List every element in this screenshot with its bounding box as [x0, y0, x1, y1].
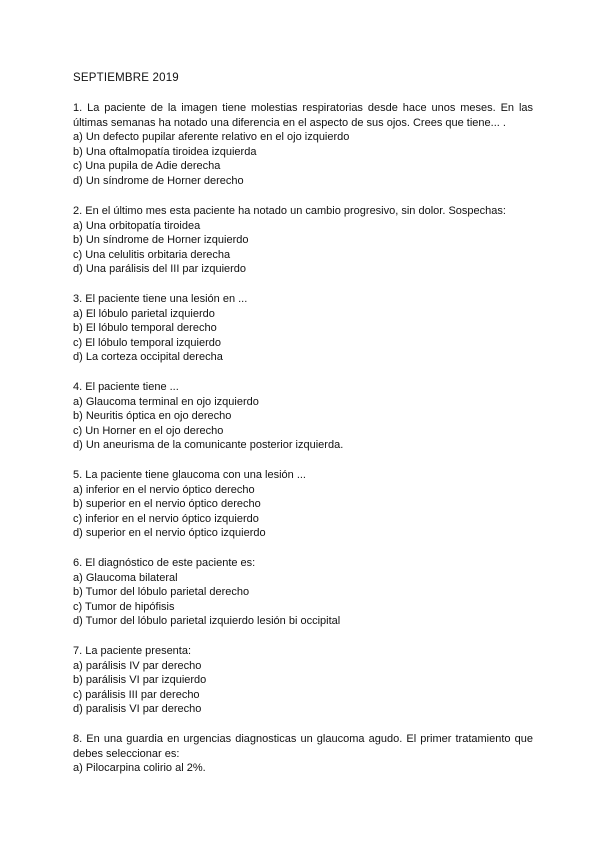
- option-a: a) Pilocarpina colirio al 2%.: [73, 762, 206, 775]
- option-c: c) Un Horner en el ojo derecho: [73, 424, 224, 437]
- option-b: b) Tumor del lóbulo parietal derecho: [73, 586, 250, 599]
- option-d: d) paralisis VI par derecho: [73, 703, 202, 716]
- question-2: [73, 204, 533, 277]
- question-stem: 1. La paciente de la imagen tiene molestias respiratorias desde hace unos meses. En las últimas semanas ha notado una diferencia en el aspecto de sus ojos. Crees que tiene... .: [73, 102, 533, 129]
- option-b: b) superior en el nervio óptico derecho: [73, 498, 261, 511]
- question-3: [73, 292, 533, 365]
- option-d: d) Una parálisis del III par izquierdo: [73, 263, 247, 276]
- option-a: a) Glaucoma bilateral: [73, 571, 178, 584]
- question-stem: 7. La paciente presenta:: [73, 645, 192, 657]
- option-b: b) Un síndrome de Horner izquierdo: [73, 234, 249, 247]
- option-c: c) El lóbulo temporal izquierdo: [73, 336, 221, 349]
- option-a: a) El lóbulo parietal izquierdo: [73, 307, 215, 320]
- question-stem: 3. El paciente tiene una lesión en ...: [73, 293, 248, 305]
- option-c: c) inferior en el nervio óptico izquierdo: [73, 512, 259, 525]
- question-5: [73, 468, 533, 541]
- option-b: b) El lóbulo temporal derecho: [73, 322, 217, 335]
- question-4: [73, 380, 533, 453]
- option-a: a) inferior en el nervio óptico derecho: [73, 483, 255, 496]
- option-c: c) Tumor de hipófisis: [73, 600, 175, 613]
- option-d: d) superior en el nervio óptico izquierdo: [73, 527, 266, 540]
- question-stem: 6. El diagnóstico de este paciente es:: [73, 557, 256, 569]
- exam-heading: SEPTIEMBRE 2019: [73, 72, 179, 84]
- option-a: a) Un defecto pupilar aferente relativo en el ojo izquierdo: [73, 131, 350, 144]
- question-6: [73, 556, 533, 629]
- option-c: c) Una celulitis orbitaria derecha: [73, 248, 231, 261]
- option-d: d) La corteza occipital derecha: [73, 351, 223, 364]
- option-b: b) parálisis VI par izquierdo: [73, 674, 207, 687]
- option-a: a) Glaucoma terminal en ojo izquierdo: [73, 395, 259, 408]
- question-stem: 2. En el último mes esta paciente ha notado un cambio progresivo, sin dolor. Sospechas:: [73, 205, 506, 217]
- question-7: [73, 644, 533, 717]
- option-a: a) parálisis IV par derecho: [73, 659, 202, 672]
- option-d: d) Tumor del lóbulo parietal izquierdo lesión bi occipital: [73, 615, 341, 628]
- question-stem: 5. La paciente tiene glaucoma con una lesión ...: [73, 469, 306, 481]
- option-a: a) Una orbitopatía tiroidea: [73, 219, 201, 232]
- question-stem: 8. En una guardia en urgencias diagnosticas un glaucoma agudo. El primer tratamiento que debes seleccionar es:: [73, 733, 533, 760]
- option-d: d) Un aneurisma de la comunicante posterior izquierda.: [73, 439, 344, 452]
- question-8: [73, 732, 533, 776]
- option-c: c) parálisis III par derecho: [73, 688, 200, 701]
- option-b: b) Una oftalmopatía tiroidea izquierda: [73, 145, 257, 158]
- option-b: b) Neuritis óptica en ojo derecho: [73, 410, 232, 423]
- question-stem: 4. El paciente tiene ...: [73, 381, 179, 393]
- question-1: [73, 101, 533, 189]
- option-c: c) Una pupila de Adie derecha: [73, 160, 221, 173]
- option-d: d) Un síndrome de Horner derecho: [73, 174, 244, 187]
